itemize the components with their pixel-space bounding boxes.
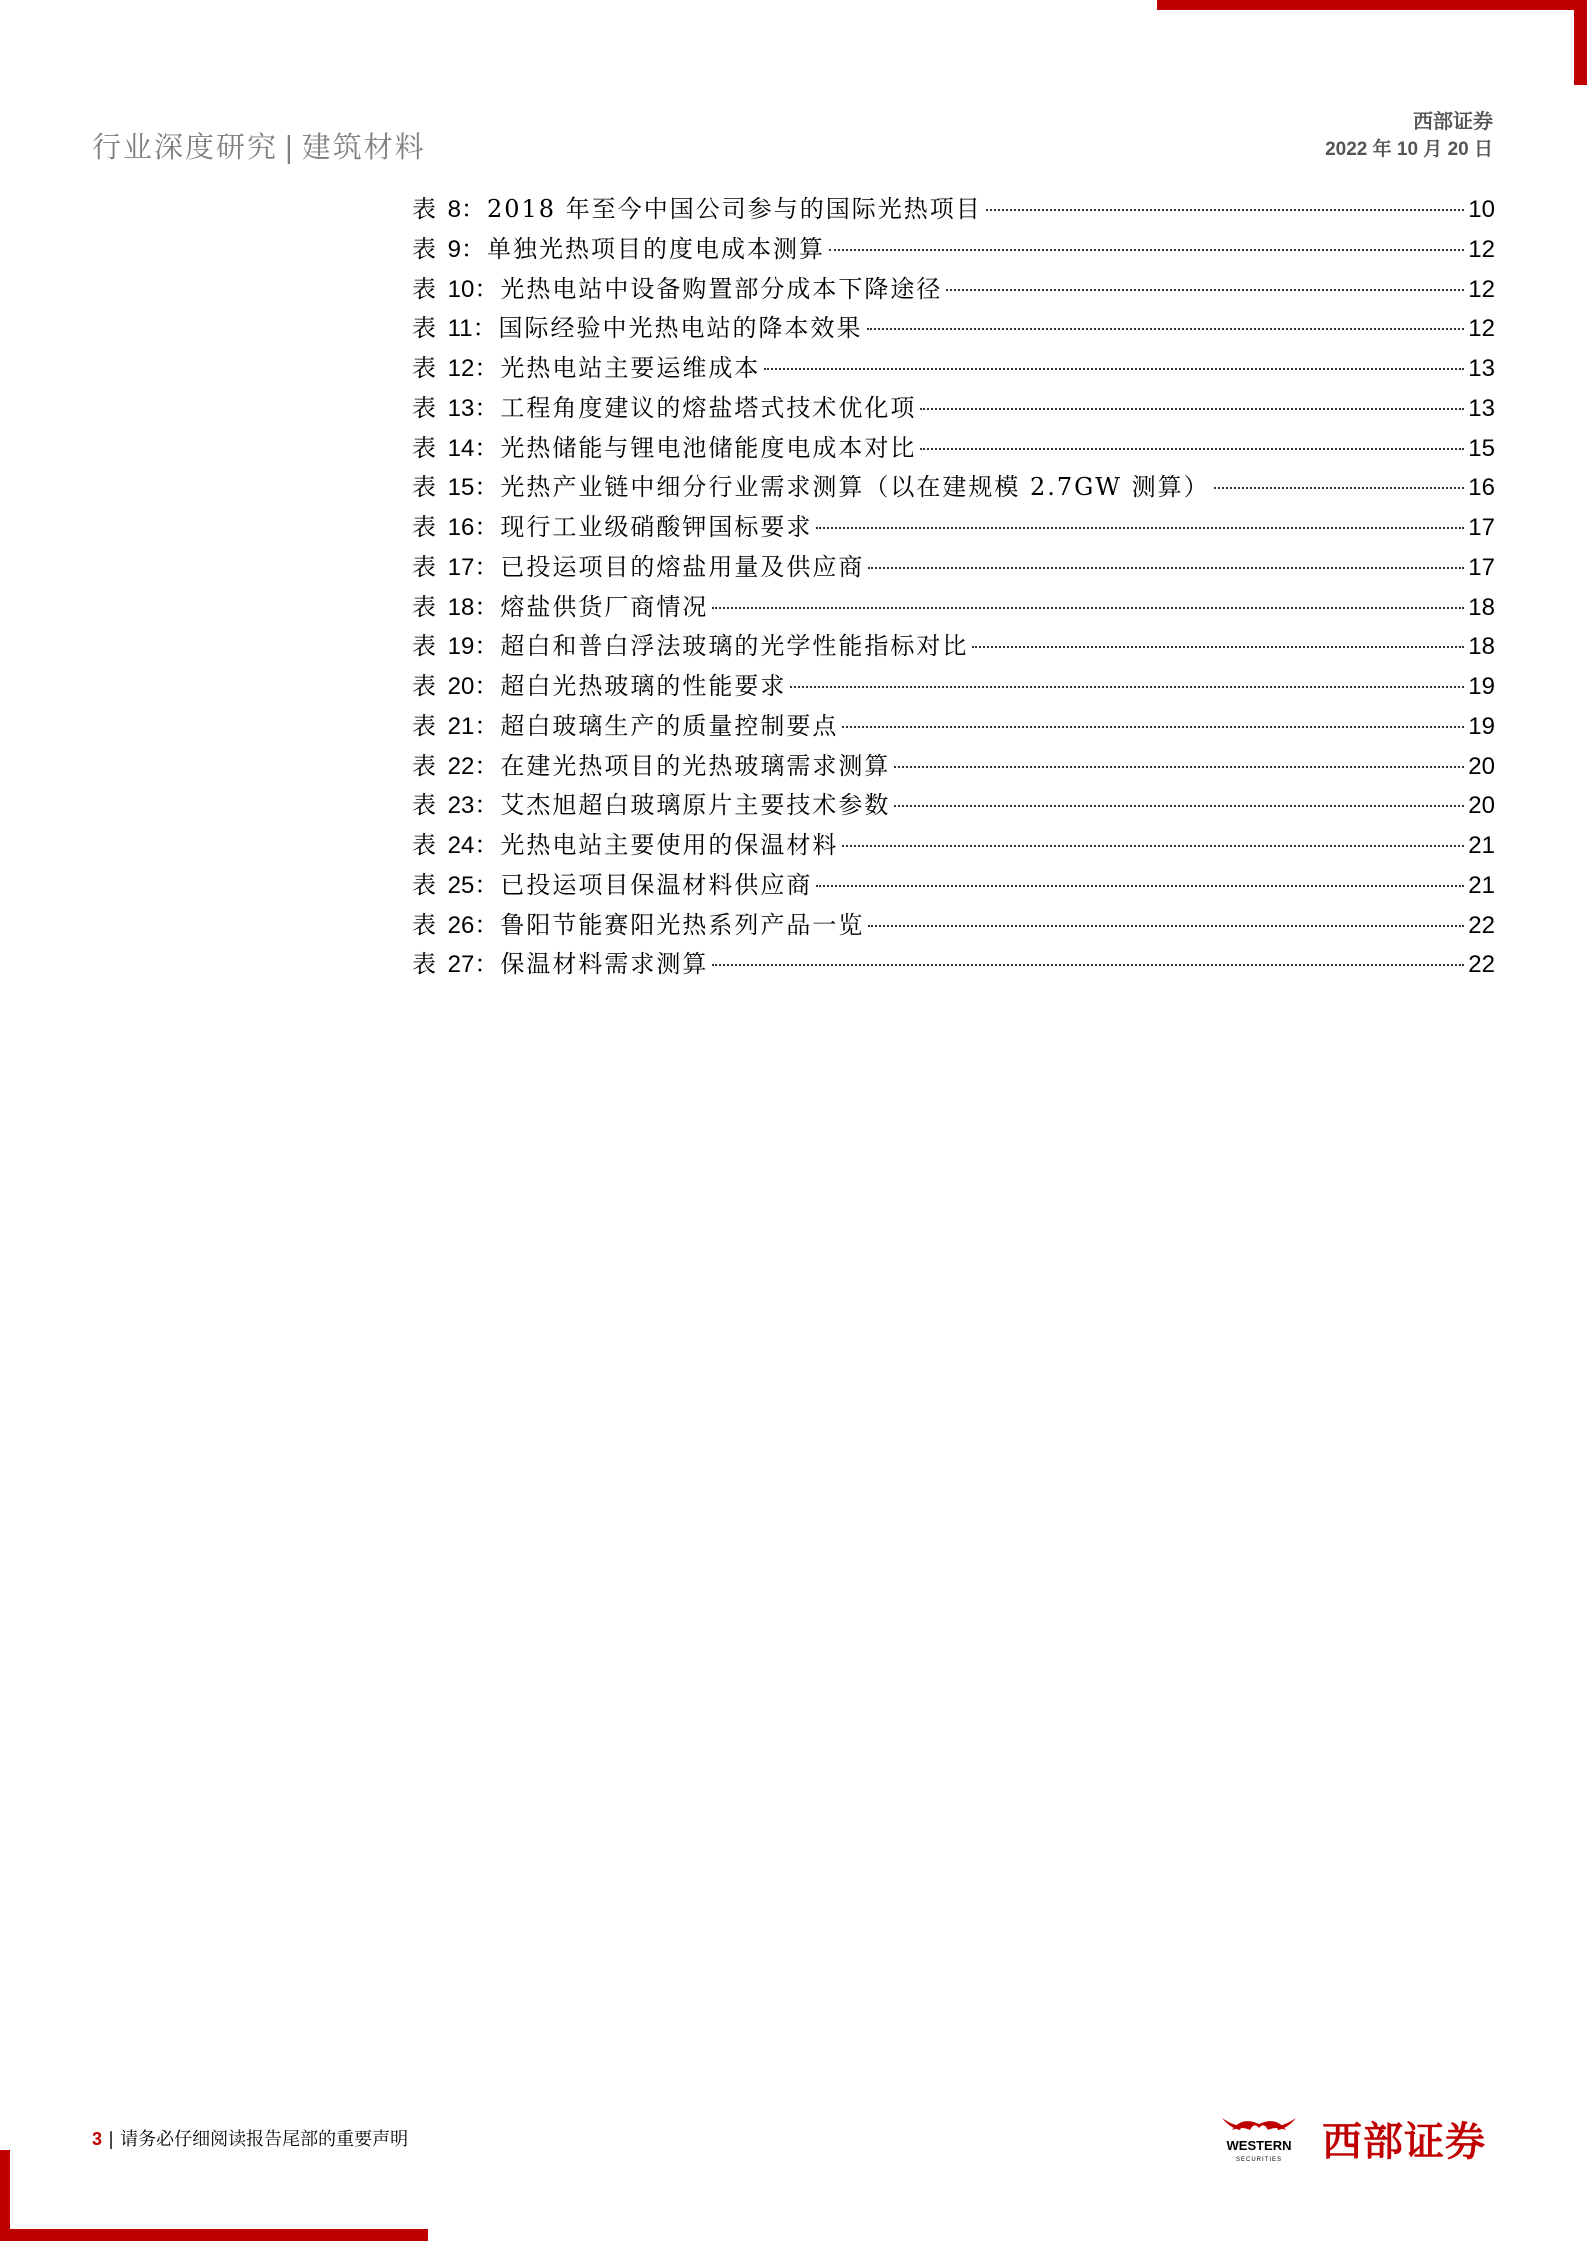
- footer-disclaimer: [92, 2125, 408, 2151]
- toc-entry-label: [412, 429, 916, 469]
- toc-entry-label: [412, 826, 838, 866]
- toc-entry-prefix: 表: [412, 711, 448, 740]
- toc-entry-label: [412, 945, 708, 985]
- toc-entry-prefix: 表: [412, 910, 448, 939]
- toc-entry-title: ：在建光热项目的光热玻璃需求测算: [474, 751, 891, 780]
- toc-entry-prefix: 表: [412, 473, 448, 502]
- toc-entry-prefix: 表: [412, 632, 448, 661]
- toc-entry-title: ：2018 年至今中国公司参与的国际光热项目: [461, 195, 982, 223]
- toc-entry-number: 17: [447, 553, 475, 581]
- toc-entry[interactable]: [412, 389, 1495, 429]
- toc-dot-leader: [920, 448, 1464, 450]
- toc-entry-label: [412, 906, 864, 946]
- toc-dot-leader: [829, 249, 1464, 251]
- corner-bracket-top-side: [1574, 0, 1587, 85]
- toc-entry-page: 12: [1468, 315, 1495, 343]
- broker-date-block: [1325, 108, 1493, 164]
- toc-entry-number: 15: [447, 474, 475, 502]
- toc-entry-label: [412, 349, 760, 389]
- corner-bracket-top-bar: [1157, 0, 1587, 10]
- toc-entry-title: ：工程角度建议的熔盐塔式技术优化项: [474, 393, 917, 422]
- toc-dot-leader: [816, 885, 1464, 887]
- toc-entry-title: ：现行工业级硝酸钾国标要求: [474, 513, 813, 541]
- toc-entry-number: 24: [447, 832, 475, 859]
- toc-entry-prefix: 表: [412, 195, 448, 223]
- toc-entry[interactable]: [412, 786, 1495, 826]
- toc-entry-page: 19: [1468, 712, 1495, 740]
- toc-entry-title: ：光热产业链中细分行业需求测算（以在建规模 2.7GW 测算）: [474, 473, 1210, 502]
- toc-entry-prefix: 表: [412, 234, 448, 263]
- toc-entry-title: ：超白和普白浮法玻璃的光学性能指标对比: [474, 632, 969, 661]
- toc-entry[interactable]: [412, 349, 1495, 389]
- toc-entry-prefix: 表: [412, 433, 448, 462]
- toc-entry-title: ：光热电站主要使用的保温材料: [474, 831, 839, 859]
- toc-entry-page: 19: [1468, 673, 1495, 700]
- toc-entry-number: 12: [447, 355, 475, 382]
- toc-dot-leader: [1214, 487, 1465, 489]
- toc-entry-title: ：艾杰旭超白玻璃原片主要技术参数: [474, 791, 891, 820]
- toc-entry-label: [412, 508, 812, 548]
- toc-entry-prefix: 表: [412, 552, 448, 581]
- toc-entry-label: [412, 866, 812, 906]
- toc-entry-page: 12: [1468, 275, 1495, 303]
- toc-entry-prefix: 表: [412, 513, 448, 541]
- toc-entry-prefix: 表: [412, 791, 448, 820]
- toc-entry-page: 22: [1468, 951, 1495, 979]
- toc-entry-page: 21: [1468, 871, 1495, 899]
- toc-entry-page: 18: [1468, 633, 1495, 661]
- toc-entry-label: [412, 270, 942, 310]
- toc-entry-label: [412, 309, 863, 349]
- toc-entry-title: ：光热电站主要运维成本: [474, 354, 761, 382]
- toc-entry-label: [412, 190, 982, 230]
- toc-dot-leader: [712, 964, 1464, 966]
- toc-entry-prefix: 表: [412, 314, 448, 343]
- toc-entry[interactable]: [412, 508, 1495, 548]
- toc-entry-prefix: 表: [412, 751, 448, 780]
- toc-entry-label: [412, 707, 838, 747]
- toc-entry-number: 13: [447, 394, 475, 422]
- toc-dot-leader: [920, 408, 1464, 410]
- western-securities-logo: [1212, 2108, 1502, 2168]
- toc-dot-leader: [946, 289, 1464, 291]
- toc-entry-page: 13: [1468, 355, 1495, 382]
- toc-dot-leader: [972, 646, 1464, 648]
- corner-bracket-bottom-bar: [0, 2229, 428, 2241]
- toc-entry-number: 23: [447, 792, 475, 820]
- toc-entry-title: ：光热储能与锂电池储能度电成本对比: [474, 433, 917, 462]
- toc-entry-label: [412, 588, 708, 628]
- disclaimer-text: 请务必仔细阅读报告尾部的重要声明: [120, 2129, 409, 2150]
- broker-name: 西部证券: [1413, 109, 1493, 133]
- toc-entry-label: [412, 627, 968, 667]
- toc-entry-title: ：超白光热玻璃的性能要求: [474, 672, 787, 700]
- toc-dot-leader: [842, 726, 1464, 728]
- toc-dot-leader: [894, 805, 1464, 807]
- report-category-header: [92, 125, 426, 166]
- toc-entry-page: 16: [1468, 474, 1495, 502]
- toc-entry-title: ：超白玻璃生产的质量控制要点: [474, 711, 839, 740]
- toc-entry[interactable]: [412, 429, 1495, 469]
- toc-entry-number: 27: [447, 951, 475, 979]
- toc-dot-leader: [894, 766, 1464, 768]
- toc-entry[interactable]: [412, 468, 1495, 508]
- toc-entry-label: [412, 548, 864, 588]
- toc-dot-leader: [816, 527, 1464, 529]
- toc-entry-title: ：已投运项目保温材料供应商: [474, 870, 813, 899]
- toc-entry-label: [412, 786, 890, 826]
- toc-entry-number: 21: [447, 712, 475, 740]
- toc-entry[interactable]: [412, 826, 1495, 866]
- toc-entry-label: [412, 747, 890, 787]
- toc-entry-title: ：鲁阳节能赛阳光热系列产品一览: [474, 910, 865, 939]
- toc-entry-prefix: 表: [412, 592, 448, 621]
- toc-entry-number: 14: [447, 434, 475, 462]
- toc-entry[interactable]: [412, 190, 1495, 230]
- toc-entry-prefix: 表: [412, 393, 448, 422]
- toc-entry-number: 19: [447, 633, 475, 661]
- toc-entry-page: 13: [1468, 394, 1495, 422]
- toc-entry-prefix: 表: [412, 831, 448, 859]
- toc-entry-page: 10: [1468, 196, 1495, 223]
- toc-dot-leader: [986, 209, 1465, 211]
- toc-entry-prefix: 表: [412, 870, 448, 899]
- toc-entry-number: 8: [447, 196, 461, 223]
- toc-entry-page: 18: [1468, 593, 1495, 621]
- toc-entry-title: ：光热电站中设备购置部分成本下降途径: [474, 274, 943, 303]
- header-separator: |: [284, 130, 296, 164]
- toc-entry-label: [412, 667, 786, 707]
- toc-dot-leader: [868, 925, 1464, 927]
- toc-entry[interactable]: [412, 667, 1495, 707]
- bull-logo-icon: [1212, 2108, 1307, 2168]
- toc-entry-title: ：熔盐供货厂商情况: [474, 592, 709, 621]
- report-category: 行业深度研究: [92, 130, 279, 164]
- toc-entry-prefix: 表: [412, 274, 448, 303]
- logo-chinese-name: 西部证券: [1322, 2119, 1486, 2165]
- toc-entry-label: [412, 230, 825, 270]
- toc-dot-leader: [712, 607, 1464, 609]
- report-date: 2022 年 10 月 20 日: [1325, 139, 1493, 160]
- toc-entry-page: 22: [1468, 911, 1495, 939]
- toc-entry-number: 11: [447, 315, 473, 343]
- toc-entry[interactable]: [412, 309, 1495, 349]
- toc-entry-prefix: 表: [412, 354, 448, 382]
- toc-dot-leader: [867, 328, 1465, 330]
- toc-entry-page: 15: [1468, 434, 1495, 462]
- toc-entry[interactable]: [412, 707, 1495, 747]
- toc-entry-number: 25: [447, 871, 475, 899]
- toc-entry-page: 12: [1468, 235, 1495, 263]
- toc-entry[interactable]: [412, 945, 1495, 985]
- toc-entry-page: 21: [1468, 832, 1495, 859]
- toc-dot-leader: [764, 368, 1464, 370]
- toc-entry[interactable]: [412, 747, 1495, 787]
- toc-entry-prefix: 表: [412, 672, 448, 700]
- corner-bracket-bottom-side: [0, 2150, 10, 2241]
- toc-dot-leader: [842, 845, 1464, 847]
- toc-entry[interactable]: [412, 906, 1495, 946]
- page-number: 3: [92, 2129, 103, 2149]
- toc-entry-page: 20: [1468, 792, 1495, 820]
- toc-entry-title: ：保温材料需求测算: [474, 950, 709, 979]
- report-sector: 建筑材料: [301, 130, 426, 164]
- table-of-tables-list: [412, 190, 1495, 985]
- toc-entry-number: 9: [447, 235, 461, 263]
- toc-entry-title: ：已投运项目的熔盐用量及供应商: [474, 552, 865, 581]
- toc-entry[interactable]: [412, 627, 1495, 667]
- logo-english-name: WESTERN: [1226, 2138, 1292, 2153]
- toc-entry[interactable]: [412, 548, 1495, 588]
- logo-english-subtitle: SECURITIES: [1235, 2157, 1283, 2163]
- toc-entry-label: [412, 468, 1210, 508]
- toc-entry[interactable]: [412, 588, 1495, 628]
- toc-entry-page: 17: [1468, 553, 1495, 581]
- toc-entry-number: 26: [447, 911, 475, 939]
- toc-dot-leader: [868, 567, 1464, 569]
- toc-entry-page: 20: [1468, 752, 1495, 780]
- footer-separator: |: [108, 2129, 115, 2150]
- toc-entry-prefix: 表: [412, 950, 448, 979]
- toc-dot-leader: [790, 686, 1464, 688]
- toc-entry-number: 20: [447, 673, 475, 700]
- toc-entry-number: 22: [447, 752, 475, 780]
- toc-entry-number: 10: [447, 275, 475, 303]
- toc-entry-number: 16: [447, 514, 475, 541]
- toc-entry-label: [412, 389, 916, 429]
- toc-entry[interactable]: [412, 270, 1495, 310]
- toc-entry-title: ：国际经验中光热电站的降本效果: [472, 314, 863, 343]
- toc-entry-title: ：单独光热项目的度电成本测算: [461, 234, 825, 263]
- toc-entry-page: 17: [1468, 514, 1495, 541]
- toc-entry[interactable]: [412, 866, 1495, 906]
- toc-entry-number: 18: [447, 593, 475, 621]
- toc-entry[interactable]: [412, 230, 1495, 270]
